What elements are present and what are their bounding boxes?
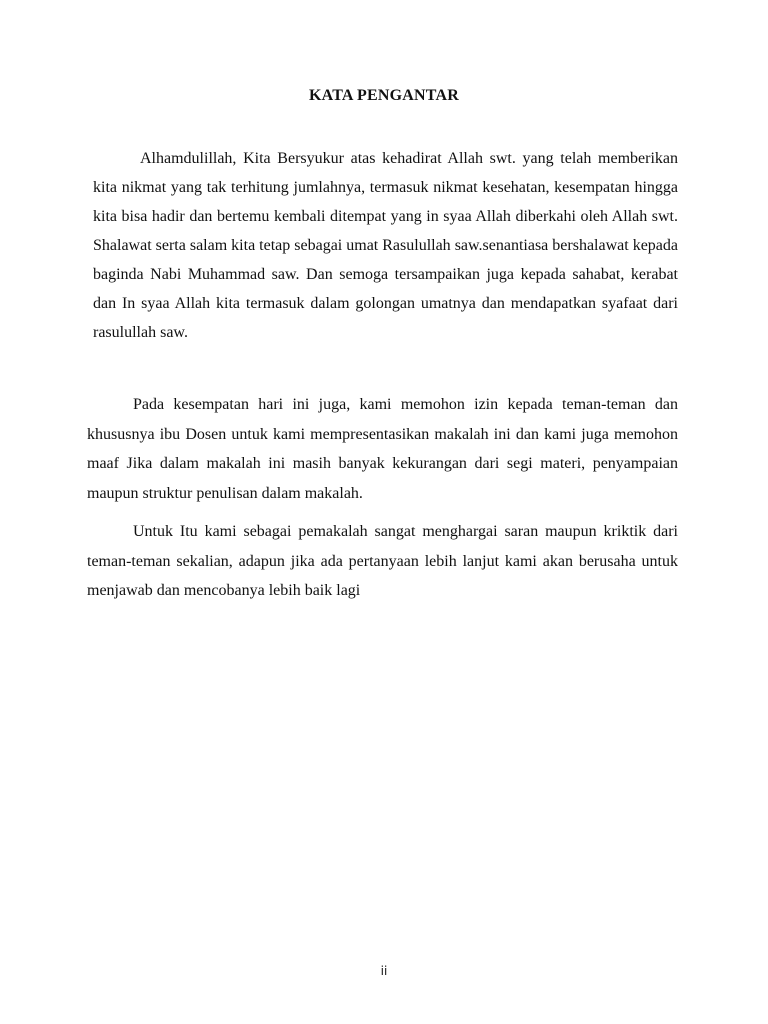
paragraph-1: Alhamdulillah, Kita Bersyukur atas kehadirat Allah swt. yang telah memberikan kita nikmat yang tak terhitung jumlahnya, termasuk nikmat kesehatan, kesempatan hingga kita bisa hadir dan bertemu kembali ditempat yang in syaa Allah diberkahi oleh Allah swt. Shalawat serta salam kita tetap sebagai umat Rasulullah saw.senantiasa bershalawat kepada baginda Nabi Muhammad saw. Dan semoga tersampaikan juga kepada sahabat, kerabat dan In syaa Allah kita termasuk dalam golongan umatnya dan mendapatkan syafaat dari rasulullah saw. [93, 150, 678, 341]
page-number: ii [380, 964, 388, 978]
paragraph-2: Pada kesempatan hari ini juga, kami memohon izin kepada teman-teman dan khususnya ibu Dosen untuk kami mempresentasikan makalah ini dan kami juga memohon maaf Jika dalam makalah ini masih banyak kekurangan dari segi materi, penyampaian maupun struktur penulisan dalam makalah. [87, 396, 678, 502]
page-title: KATA PENGANTAR [309, 87, 459, 104]
paragraph-3: Untuk Itu kami sebagai pemakalah sangat menghargai saran maupun kriktik dari teman-teman sekalian, adapun jika ada pertanyaan lebih lanjut kami akan berusaha untuk menjawab dan mencobanya lebih baik lagi [87, 523, 678, 599]
